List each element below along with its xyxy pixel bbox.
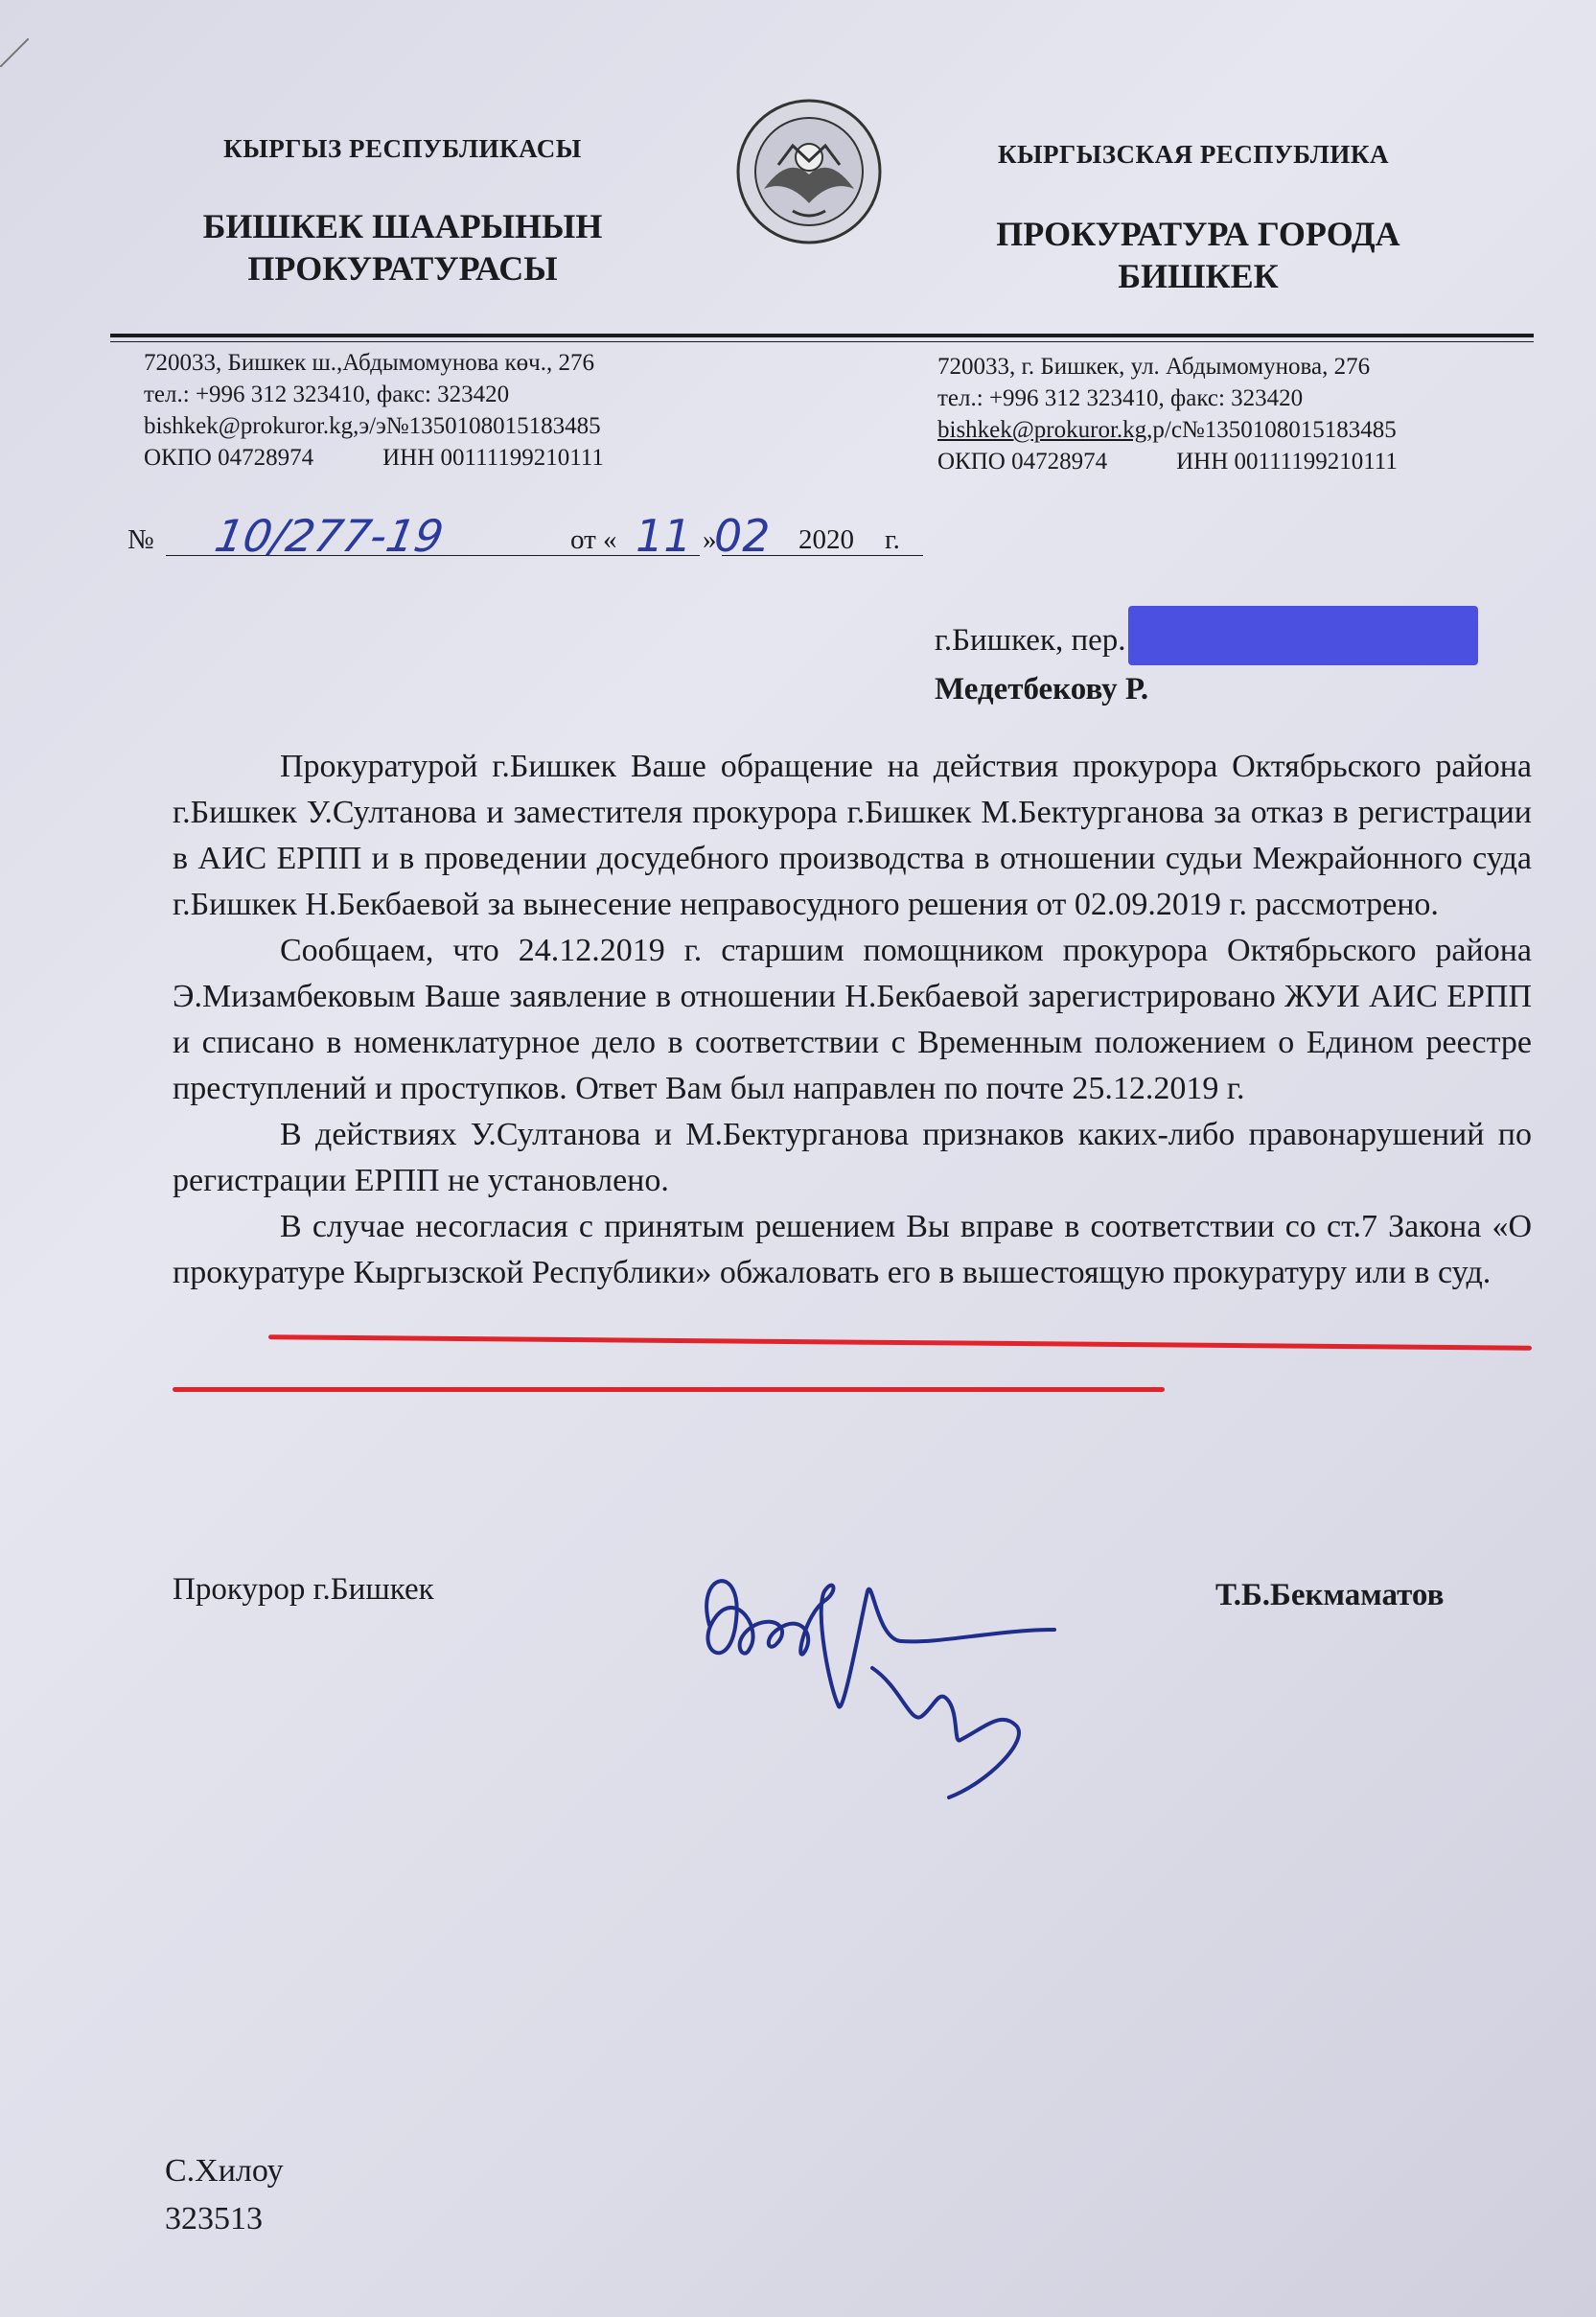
right-org-line2: БИШКЕК xyxy=(1118,257,1279,295)
registration-number: 10/277-19 xyxy=(211,510,448,562)
header-rule-thin xyxy=(110,341,1534,342)
address-right-line2: тел.: +996 312 323410, факс: 323420 xyxy=(937,385,1304,411)
address-left-email[interactable]: bishkek@prokuror.kg xyxy=(144,413,354,439)
address-left xyxy=(144,347,604,474)
registration-year: 2020 xyxy=(798,524,854,555)
addressee-address: г.Бишкек, пер. xyxy=(935,606,1478,665)
state-emblem-icon xyxy=(735,98,884,246)
executor-name: С.Хилоу xyxy=(165,2153,284,2189)
number-label: № xyxy=(127,524,154,555)
left-org-line2: ПРОКУРАТУРАСЫ xyxy=(247,249,558,288)
left-org-line1: БИШКЕК ШААРЫНЫН xyxy=(202,207,603,245)
registration-line xyxy=(127,508,933,566)
left-country-name: КЫРГЫЗ РЕСПУБЛИКАСЫ xyxy=(223,134,582,163)
letter-body xyxy=(173,744,1532,1296)
date-close-quote: » xyxy=(703,524,717,555)
address-right-codes: ОКПО 04728974 ИНН 00111199210111 xyxy=(937,449,1398,475)
executor-block xyxy=(165,2147,284,2243)
signatory-title: Прокурор г.Бишкек xyxy=(173,1572,434,1607)
body-paragraph-3-highlighted: В действиях У.Султанова и М.Бектурганова признаков каких-либо правонарушений по регистрации ЕРПП не установлено. xyxy=(173,1117,1532,1198)
red-underline-1 xyxy=(268,1334,1532,1351)
executor-phone: 323513 xyxy=(165,2201,263,2236)
address-right xyxy=(937,351,1398,477)
address-left-line1: 720033, Бишкек ш.,Абдымомунова көч., 276 xyxy=(144,350,594,376)
addressee-block xyxy=(935,606,1478,713)
header-rule-thick xyxy=(110,334,1534,337)
right-country-name: КЫРГЫЗСКАЯ РЕСПУБЛИКА xyxy=(997,140,1390,169)
address-right-line3: bishkek@prokuror.kg,р/с№1350108015183485 xyxy=(937,417,1397,443)
page-corner-fold xyxy=(0,38,29,67)
registration-day: 11 xyxy=(636,510,692,562)
handwritten-signature xyxy=(671,1534,1083,1821)
right-org-line1: ПРОКУРАТУРА ГОРОДА xyxy=(996,215,1400,253)
registration-year-suffix: г. xyxy=(885,524,900,555)
date-from-label: от « xyxy=(570,524,617,555)
registration-month: 02 xyxy=(714,510,771,562)
right-org-name xyxy=(939,213,1457,297)
address-right-email[interactable]: bishkek@prokuror.kg xyxy=(937,417,1147,443)
address-left-codes: ОКПО 04728974 ИНН 00111199210111 xyxy=(144,445,604,471)
body-paragraph-4: В случае несогласия с принятым решением Вы вправе в соответствии со ст.7 Закона «О прокуратуре Кыргызской Республики» обжаловать его в вышестоящую прокуратуру или в суд. xyxy=(173,1209,1532,1290)
address-right-line1: 720033, г. Бишкек, ул. Абдымомунова, 276 xyxy=(937,354,1371,380)
left-org-name xyxy=(144,205,661,290)
address-left-line2: тел.: +996 312 323410, факс: 323420 xyxy=(144,382,510,407)
red-underline-2 xyxy=(173,1387,1165,1392)
redacted-address-box xyxy=(1128,606,1478,665)
body-paragraph-2: Сообщаем, что 24.12.2019 г. старшим помощником прокурора Октябрьского района Э.Мизамбековым Ваше заявление в отношении Н.Бекбаевой зарегистрировано ЖУИ АИС ЕРПП и списано в номенклатурное дело в соответствии с Временным положением о Едином реестре преступлений и проступков. Ответ Вам был направлен по почте 25.12.2019 г. xyxy=(173,933,1532,1106)
addressee-name: Медетбекову Р. xyxy=(935,672,1149,707)
body-paragraph-1: Прокуратурой г.Бишкек Ваше обращение на действия прокурора Октябрьского района г.Бишкек У.Султанова и заместителя прокурора г.Бишкек М.Бектурганова за отказ в регистрации в АИС ЕРПП и в проведении досудебного производства в отношении судьи Межрайонного суда г.Бишкек Н.Бекбаевой за вынесение неправосудного решения от 02.09.2019 г. рассмотрено. xyxy=(173,749,1532,922)
signatory-name: Т.Б.Бекмаматов xyxy=(1215,1578,1445,1612)
address-left-line3: bishkek@prokuror.kg,э/э№1350108015183485 xyxy=(144,413,601,439)
